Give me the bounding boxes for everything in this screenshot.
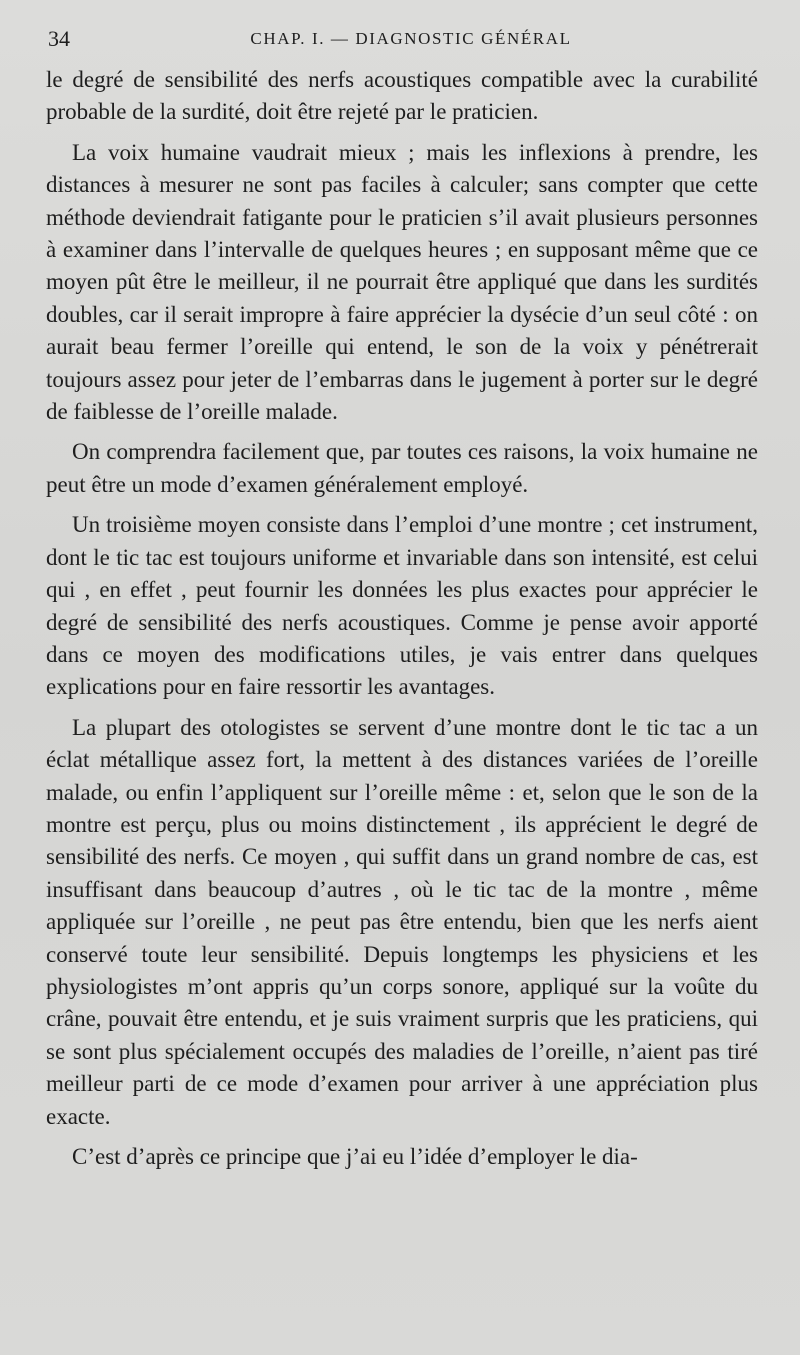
paragraph-watch-method: Un troisième moyen consiste dans l’emploi d’une montre ; cet instrument, dont le tic tac est toujours uniforme et invariable dans son intensité, est celui qui , en effet , peut fournir les données les plus exactes pour apprécier le degré de sensibilité des nerfs acoustiques. Comme je pense avoir apporté dans ce moyen des modifications utiles, je vais entrer dans quelques explications pour en faire ressortir les avantages. xyxy=(46,512,758,700)
paragraph-principle: C’est d’après ce principe que j’ai eu l’idée d’employer le dia- xyxy=(72,1144,638,1169)
paragraph-continuation: le degré de sensibilité des nerfs acoustiques compatible avec la curabilité probable de la surdité, doit être rejeté par le praticien. xyxy=(46,67,758,125)
page-number: 34 xyxy=(48,26,70,51)
running-head xyxy=(46,22,758,56)
body-text xyxy=(46,64,758,1173)
paragraph-human-voice: La voix humaine vaudrait mieux ; mais les inflexions à prendre, les distances à mesurer ne sont pas faciles à calculer; sans compter que cette méthode deviendrait fatigante pour le praticien s’il avait plusieurs personnes à examiner dans l’intervalle de quelques heures ; en supposant même que ce moyen pût être le meilleur, il ne pourrait être appliqué que dans les surdités doubles, car il serait impropre à faire apprécier la dysécie d’un seul côté : on aurait beau fermer l’oreille qui entend, le son de la voix y pénétrerait toujours assez pour jeter de l’embarras dans le jugement à porter sur le degré de faiblesse de l’oreille malade. xyxy=(46,139,758,425)
running-title: CHAP. I. — DIAGNOSTIC GÉNÉRAL xyxy=(250,29,572,48)
paragraph-conclusion-voice: On comprendra facilement que, par toutes ces raisons, la voix humaine ne peut être un mode d’examen généralement employé. xyxy=(46,439,758,497)
paragraph-otologists: La plupart des otologistes se servent d’une montre dont le tic tac a un éclat métallique assez fort, la mettent à des distances variées de l’oreille malade, ou enfin l’appliquent sur l’oreille même : et, selon que le son de la montre est perçu, plus ou moins distinctement , ils apprécient le degré de sensibilité des nerfs. Ce moyen , qui suffit dans un grand nombre de cas, est insuffisant dans beaucoup d’autres , où le tic tac de la montre , même appliquée sur l’oreille , ne peut pas être entendu, bien que les nerfs aient conservé toute leur sensibilité. Depuis longtemps les physiciens et les physiologistes m’ont appris qu’un corps sonore, appliqué sur la voûte du crâne, pouvait être entendu, et je suis vraiment surpris que les praticiens, qui se sont plus spécialement occupés des maladies de l’oreille, n’aient pas tiré meilleur parti de ce mode d’examen pour arriver à une appréciation plus exacte. xyxy=(46,714,758,1129)
